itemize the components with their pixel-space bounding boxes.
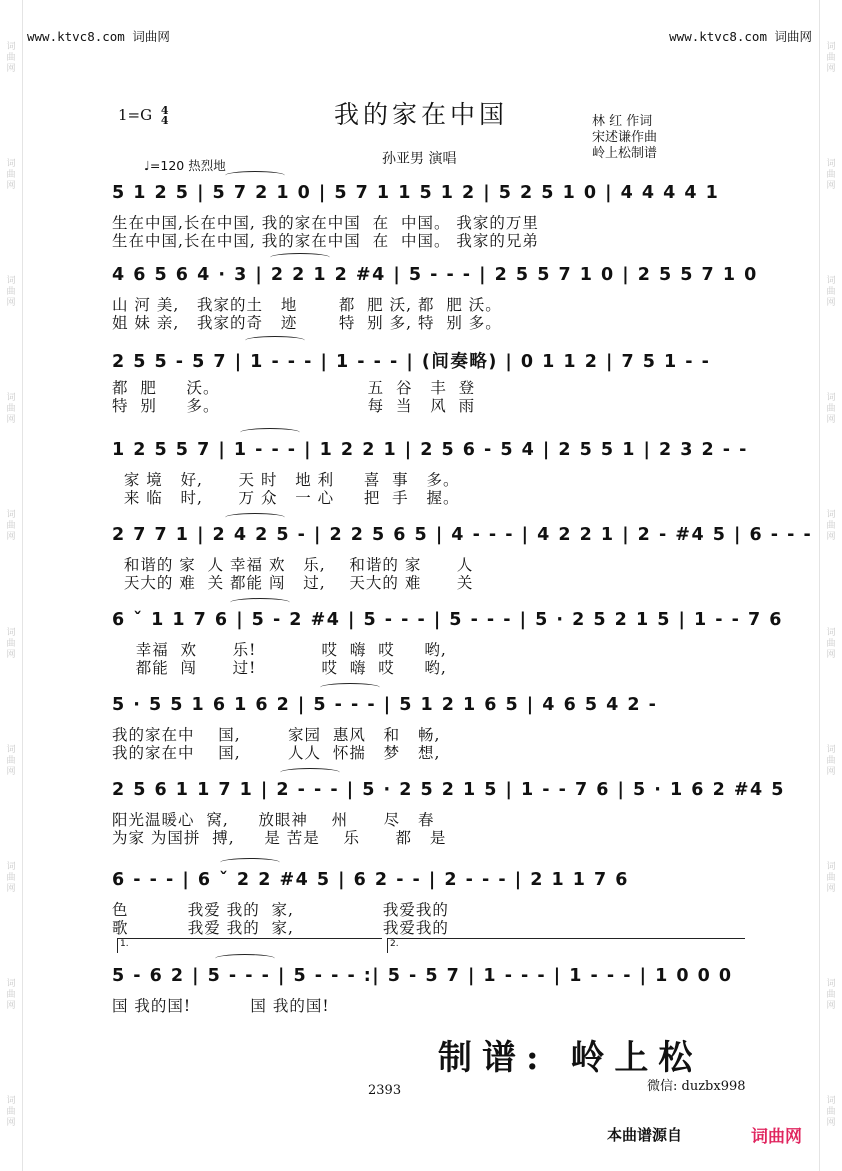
composer-credit: 宋述谦作曲 xyxy=(592,130,658,145)
lyric-line: 阳光温暖心 窝, 放眼神 州 尽 春 xyxy=(112,811,435,829)
volta-bracket: 2. xyxy=(387,938,745,953)
lyric-line: 姐 妹 亲, 我家的奇 迹 特 别 多, 特 别 多。 xyxy=(112,314,502,332)
lyric-line: 歌 我爱 我的 家, 我爱我的 xyxy=(112,919,449,937)
watermark-mark: 词 曲 网 xyxy=(826,744,836,777)
footer-logo: 词曲网 xyxy=(751,1127,802,1147)
lyric-line: 都 肥 沃。 五 谷 丰 登 xyxy=(112,379,476,397)
page-number: 2393 xyxy=(368,1083,402,1098)
lyric-line: 来 临 时, 万 众 一 心 把 手 握。 xyxy=(112,489,460,507)
note-line: 6 ˇ 1 1 7 6 | 5 - 2 #4 | 5 - - - | 5 - - - | 5 · 2 5 2 1 5 | 1 - - 7 6 xyxy=(112,610,783,630)
volta-bracket: 1. xyxy=(117,938,382,953)
note-line: 4 6 5 6 4 · 3 | 2 2 1 2 #4 | 5 - - - | 2 5 5 7 1 0 | 2 5 5 7 1 0 xyxy=(112,265,758,285)
slur-mark xyxy=(240,428,300,437)
watermark-mark: 词 曲 网 xyxy=(826,627,836,660)
watermark-mark: 词 曲 网 xyxy=(6,159,16,192)
lyric-line: 为家 为国拼 搏, 是 苦是 乐 都 是 xyxy=(112,829,447,847)
watermark-mark: 词 曲 网 xyxy=(6,1095,16,1128)
lyric-line: 山 河 美, 我家的土 地 都 肥 沃, 都 肥 沃。 xyxy=(112,296,502,314)
lyricist-credit: 林 红 作词 xyxy=(592,114,653,129)
note-line: 5 1 2 5 | 5 7 2 1 0 | 5 7 1 1 5 1 2 | 5 2 5 1 0 | 4 4 4 4 1 xyxy=(112,183,720,203)
watermark-mark: 词 曲 网 xyxy=(826,1095,836,1128)
watermark-mark: 词 曲 网 xyxy=(6,42,16,75)
note-line: 2 5 6 1 1 7 1 | 2 - - - | 5 · 2 5 2 1 5 | 1 - - 7 6 | 5 · 1 6 2 #4 5 xyxy=(112,780,785,800)
slur-mark xyxy=(215,954,275,963)
note-line: 6 - - - | 6 ˇ 2 2 #4 5 | 6 2 - - | 2 - - - | 2 1 1 7 6 xyxy=(112,870,629,890)
slur-mark xyxy=(230,598,290,607)
watermark-mark: 词 曲 网 xyxy=(6,744,16,777)
slur-mark xyxy=(270,253,330,262)
watermark-mark: 词 曲 网 xyxy=(826,861,836,894)
watermark-mark: 词 曲 网 xyxy=(6,627,16,660)
lyric-line: 色 我爱 我的 家, 我爱我的 xyxy=(112,901,449,919)
singer-credit: 孙亚男 演唱 xyxy=(382,151,457,167)
lyric-line: 幸福 欢 乐! 哎 嗨 哎 哟, xyxy=(112,641,447,659)
left-watermark-strip xyxy=(0,0,23,1171)
note-line: 5 · 5 5 1 6 1 6 2 | 5 - - - | 5 1 2 1 6 5 | 4 6 5 4 2 - xyxy=(112,695,658,715)
watermark-mark: 词 曲 网 xyxy=(826,42,836,75)
watermark-mark: 词 曲 网 xyxy=(6,393,16,426)
song-title: 我的家在中国 xyxy=(333,100,508,129)
tempo-marking: ♩=120 热烈地 xyxy=(144,158,226,173)
lyric-line: 家 境 好, 天 时 地 利 喜 事 多。 xyxy=(112,471,460,489)
slur-mark xyxy=(320,683,380,692)
lyric-line: 我的家在中 国, 家园 惠风 和 畅, xyxy=(112,726,441,744)
watermark-mark: 词 曲 网 xyxy=(6,978,16,1011)
watermark-mark: 词 曲 网 xyxy=(6,510,16,543)
note-line: 5 - 6 2 | 5 - - - | 5 - - - :| 5 - 5 7 | 1 - - - | 1 - - - | 1 0 0 0 xyxy=(112,966,733,986)
watermark-mark: 词 曲 网 xyxy=(826,159,836,192)
lyric-line: 天大的 难 关 都能 闯 过, 天大的 难 关 xyxy=(112,574,474,592)
lyric-line: 都能 闯 过! 哎 嗨 哎 哟, xyxy=(112,659,447,677)
note-line: 1 2 5 5 7 | 1 - - - | 1 2 2 1 | 2 5 6 - 5 4 | 2 5 5 1 | 2 3 2 - - xyxy=(112,440,748,460)
watermark-mark: 词 曲 网 xyxy=(6,861,16,894)
slur-mark xyxy=(245,336,305,345)
footer-source-text: 本曲谱源自 xyxy=(607,1126,683,1144)
right-watermark-strip xyxy=(819,0,842,1171)
lyric-line: 和谐的 家 人 幸福 欢 乐, 和谐的 家 人 xyxy=(112,556,474,574)
slur-mark xyxy=(280,768,340,777)
note-line: 2 7 7 1 | 2 4 2 5 - | 2 2 5 6 5 | 4 - - - | 4 2 2 1 | 2 - #4 5 | 6 - - - xyxy=(112,525,813,545)
credits-block xyxy=(592,114,657,162)
lyric-line: 我的家在中 国, 人人 怀揣 梦 想, xyxy=(112,744,441,762)
slur-mark xyxy=(220,858,280,867)
lyric-line: 生在中国,长在中国, 我的家在中国 在 中国。 我家的万里 xyxy=(112,214,539,232)
watermark-mark: 词 曲 网 xyxy=(826,276,836,309)
slur-mark xyxy=(225,171,285,180)
key-label: 1=G xyxy=(118,106,153,124)
site-url-left: www.ktvc8.com 词曲网 xyxy=(27,29,170,44)
watermark-mark: 词 曲 网 xyxy=(6,276,16,309)
lyric-line: 生在中国,长在中国, 我的家在中国 在 中国。 我家的兄弟 xyxy=(112,232,539,250)
arranger-credit: 岭上松制谱 xyxy=(592,146,658,161)
time-signature: 4 4 xyxy=(160,104,169,127)
site-url-right: www.ktvc8.com 词曲网 xyxy=(669,29,812,44)
note-line: 2 5 5 - 5 7 | 1 - - - | 1 - - - | (间奏略) | 0 1 1 2 | 7 5 1 - - xyxy=(112,352,711,372)
wechat-contact: 微信: duzbx998 xyxy=(647,1079,746,1094)
watermark-mark: 词 曲 网 xyxy=(826,393,836,426)
lyric-line: 国 我的国! 国 我的国! xyxy=(112,997,330,1015)
watermark-mark: 词 曲 网 xyxy=(826,510,836,543)
lyric-line: 特 别 多。 每 当 风 雨 xyxy=(112,397,476,415)
signature-stamp: 制谱: 岭上松 xyxy=(438,1038,703,1078)
watermark-mark: 词 曲 网 xyxy=(826,978,836,1011)
slur-mark xyxy=(225,513,285,522)
